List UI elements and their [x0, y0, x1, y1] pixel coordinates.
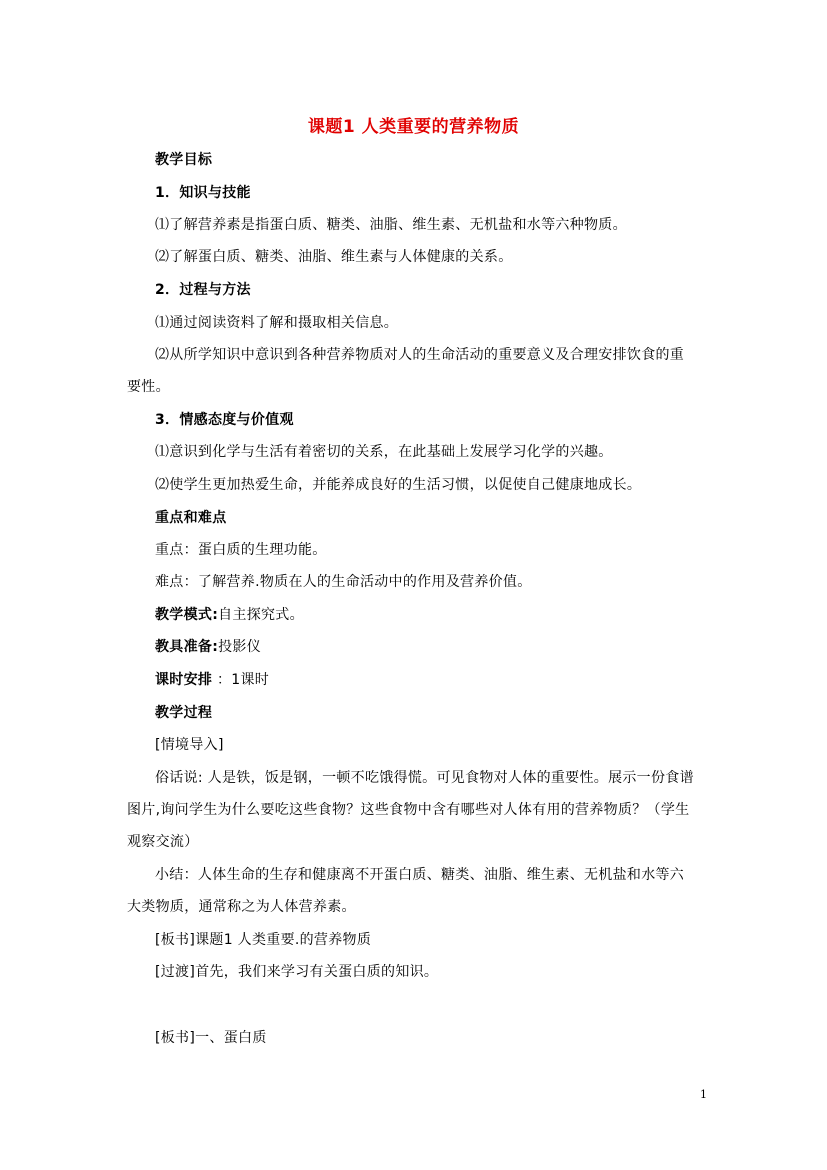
- page-title: 课题1 人类重要的营养物质: [307, 117, 520, 137]
- summary-line-2: 大类物质，通常称之为人体营养素。: [127, 899, 356, 915]
- section-3-item-2: ⑵使学生更加热爱生命，并能养成良好的生活习惯，以促使自己健康地成长。: [155, 477, 642, 493]
- page-number: 1: [700, 1088, 707, 1101]
- transition-note: [过渡]首先，我们来学习有关蛋白质的知识。: [155, 964, 439, 980]
- teaching-equipment-value: 投影仪: [218, 639, 262, 655]
- class-schedule-value: ：1课时: [212, 672, 270, 688]
- difficult-point: 难点：了解营养.物质在人的生命活动中的作用及营养价值。: [155, 574, 532, 590]
- section-2-item-2-line-1: ⑵从所学知识中意识到各种营养物质对人的生命活动的重要意义及合理安排饮食的重: [155, 347, 685, 363]
- teaching-goals-heading: 教学目标: [155, 152, 213, 168]
- key-points-heading: 重点和难点: [155, 510, 227, 526]
- teaching-equipment: [155, 636, 715, 658]
- board-note-2: [板书]一、蛋白质: [155, 1030, 267, 1046]
- intro-paragraph-line-2: 图片,询问学生为什么要吃这些食物？这些食物中含有哪些对人体有用的营养物质？（学生: [127, 802, 690, 818]
- teaching-mode-label: 教学模式:: [155, 607, 219, 623]
- teaching-mode: [155, 604, 715, 626]
- intro-paragraph-line-3: 观察交流）: [127, 834, 199, 850]
- section-2-item-2-line-2: 要性。: [127, 379, 170, 395]
- section-1-heading: 1．知识与技能: [155, 185, 251, 201]
- section-2-item-1: ⑴通过阅读资料了解和摄取相关信息。: [155, 315, 399, 331]
- key-point: 重点：蛋白质的生理功能。: [155, 542, 327, 558]
- section-1-item-2: ⑵了解蛋白质、糖类、油脂、维生素与人体健康的关系。: [155, 249, 513, 265]
- board-note-1: [板书]课题1 人类重要.的营养物质: [155, 932, 372, 948]
- teaching-equipment-label: 教具准备:: [155, 639, 219, 655]
- intro-tag: [情境导入]: [155, 737, 224, 753]
- section-3-item-1: ⑴意识到化学与生活有着密切的关系，在此基础上发展学习化学的兴趣。: [155, 444, 613, 460]
- summary-line-1: 小结：人体生命的生存和健康离不开蛋白质、糖类、油脂、维生素、无机盐和水等六: [155, 867, 685, 883]
- section-2-heading: 2．过程与方法: [155, 282, 251, 298]
- intro-paragraph-line-1: 俗话说: 人是铁，饭是钢，一顿不吃饿得慌。可见食物对人体的重要性。展示一份食谱: [155, 770, 694, 786]
- process-heading: 教学过程: [155, 705, 213, 721]
- section-1-item-1: ⑴了解营养素是指蛋白质、糖类、油脂、维生素、无机盐和水等六种物质。: [155, 217, 627, 233]
- section-3-heading: 3．情感态度与价值观: [155, 412, 294, 428]
- class-schedule-label: 课时安排: [155, 672, 213, 688]
- class-schedule: [155, 669, 715, 691]
- teaching-mode-value: 自主探究式。: [218, 607, 304, 623]
